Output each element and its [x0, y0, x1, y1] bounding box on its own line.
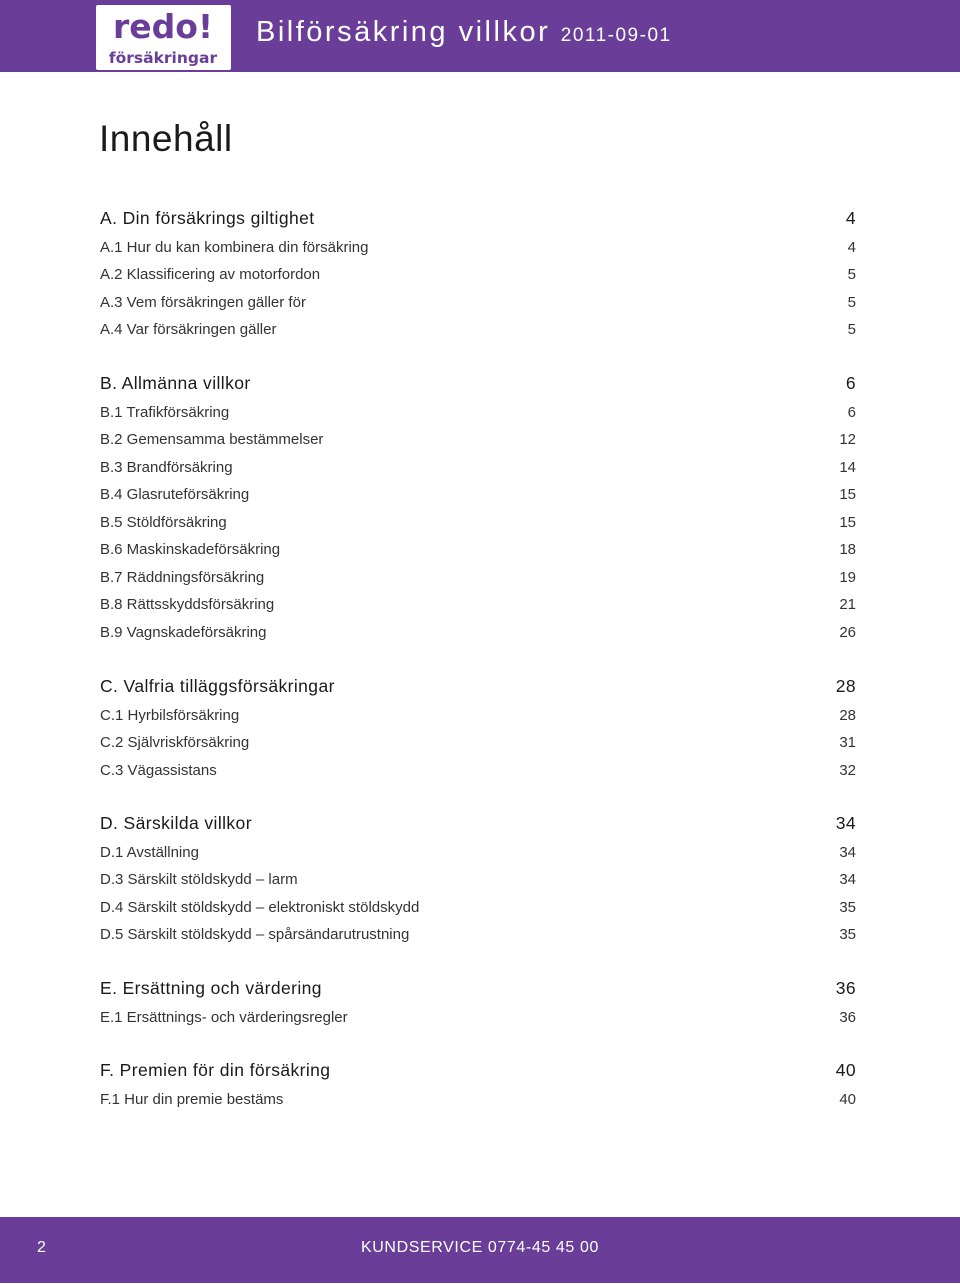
toc-entry[interactable]	[100, 455, 856, 479]
toc-entry[interactable]	[100, 923, 856, 947]
toc-entry-label: E.1 Ersättnings- och värderingsregler	[100, 1008, 348, 1026]
toc-entry-page-number: 19	[839, 568, 856, 586]
toc-entry-label: A.1 Hur du kan kombinera din försäkring	[100, 238, 369, 256]
toc-entry[interactable]	[100, 290, 856, 314]
toc-entry-label: B.1 Trafikförsäkring	[100, 403, 230, 421]
toc-section[interactable]	[100, 1058, 856, 1082]
toc-entry[interactable]	[100, 263, 856, 287]
toc-entry-label: F.1 Hur din premie bestäms	[100, 1090, 284, 1108]
toc-entry-page-number: 31	[839, 734, 856, 751]
toc-section-page-number: 28	[835, 675, 856, 696]
footer-bar	[0, 1217, 960, 1283]
logo-graphic	[96, 5, 231, 70]
toc-section[interactable]	[100, 206, 856, 230]
toc-entry-label: B.4 Glasruteförsäkring	[100, 486, 250, 503]
toc-section-label: B. Allmänna villkor	[100, 372, 251, 393]
toc-entry[interactable]	[100, 565, 856, 589]
toc-entry-page-number: 35	[839, 926, 856, 943]
toc-section-label: A. Din försäkrings giltighet	[100, 207, 315, 228]
logo-text-top: redo!	[113, 7, 213, 46]
toc-section-label: C. Valfria tilläggsförsäkringar	[100, 675, 335, 696]
toc-entry[interactable]	[100, 318, 856, 342]
toc-entry-page-number: 40	[839, 1090, 856, 1108]
toc-entry-label: D.1 Avställning	[100, 843, 199, 861]
document-date: 2011-09-01	[560, 25, 672, 46]
toc-entry-label: B.6 Maskinskadeförsäkring	[100, 541, 281, 558]
toc-entry-page-number: 32	[839, 761, 856, 779]
toc-entry[interactable]	[100, 510, 856, 534]
toc-section-page-number: 36	[835, 977, 856, 998]
toc-section[interactable]	[100, 371, 856, 395]
page-title: Innehåll	[99, 118, 233, 159]
toc-entry[interactable]	[100, 1005, 856, 1029]
toc-entry-page-number: 4	[847, 238, 856, 256]
customer-service-phone: KUNDSERVICE 0774-45 45 00	[361, 1239, 599, 1256]
toc-entry-page-number: 5	[847, 266, 856, 283]
toc-entry-page-number: 5	[847, 321, 856, 338]
toc-section[interactable]	[100, 674, 856, 698]
toc-entry-label: B.7 Räddningsförsäkring	[100, 568, 265, 586]
toc-section-label: D. Särskilda villkor	[100, 812, 252, 833]
toc-entry-label: C.2 Självriskförsäkring	[100, 734, 250, 751]
toc-entry-page-number: 18	[839, 541, 856, 558]
toc-section-page-number: 4	[845, 207, 856, 228]
toc-entry[interactable]	[100, 1087, 856, 1111]
toc-entry[interactable]	[100, 731, 856, 755]
toc-entry-page-number: 5	[847, 293, 856, 311]
toc-section[interactable]	[100, 811, 856, 835]
toc-entry-page-number: 28	[839, 706, 856, 724]
toc-entry-page-number: 34	[839, 871, 856, 888]
toc-entry[interactable]	[100, 895, 856, 919]
toc-entry[interactable]	[100, 593, 856, 617]
toc-entry-page-number: 12	[839, 431, 856, 448]
toc-entry-page-number: 6	[847, 403, 856, 421]
toc-entry-label: D.4 Särskilt stöldskydd – elektroniskt stöldskydd	[100, 898, 420, 916]
toc-entry[interactable]	[100, 703, 856, 727]
header-bar	[0, 0, 960, 72]
toc-entry-page-number: 36	[839, 1008, 856, 1026]
toc-entry[interactable]	[100, 483, 856, 507]
toc-entry-page-number: 14	[839, 458, 856, 476]
toc-entry-label: D.5 Särskilt stöldskydd – spårsändarutrustning	[100, 926, 410, 943]
toc-entry-label: D.3 Särskilt stöldskydd – larm	[100, 871, 298, 888]
toc-entry[interactable]	[100, 400, 856, 424]
toc-entry-label: B.5 Stöldförsäkring	[100, 513, 227, 531]
toc-entry[interactable]	[100, 235, 856, 259]
logo-text-bottom: försäkringar	[108, 49, 218, 67]
toc-entry-label: B.8 Rättsskyddsförsäkring	[100, 596, 275, 613]
toc-section-page-number: 6	[845, 372, 856, 393]
toc-entry[interactable]	[100, 538, 856, 562]
toc-entry-label: B.3 Brandförsäkring	[100, 458, 233, 476]
toc-entry-page-number: 34	[839, 843, 856, 861]
toc-entry[interactable]	[100, 840, 856, 864]
document-title-text: Bilförsäkring villkor	[256, 16, 551, 48]
toc-entry-page-number: 21	[839, 596, 856, 613]
toc-entry[interactable]	[100, 868, 856, 892]
toc-entry-page-number: 15	[839, 486, 856, 503]
toc-entry-label: C.3 Vägassistans	[100, 761, 217, 779]
toc-entry-page-number: 26	[839, 623, 856, 641]
toc-entry-label: B.9 Vagnskadeförsäkring	[100, 623, 267, 641]
toc-section[interactable]	[100, 976, 856, 1000]
toc-entry-label: A.4 Var försäkringen gäller	[100, 321, 277, 338]
toc-entry-label: B.2 Gemensamma bestämmelser	[100, 431, 324, 448]
toc-section-label: F. Premien för din försäkring	[100, 1059, 331, 1080]
toc-entry-label: A.2 Klassificering av motorfordon	[100, 266, 321, 283]
toc-entry[interactable]	[100, 758, 856, 782]
document-title	[256, 16, 672, 49]
toc-entry[interactable]	[100, 620, 856, 644]
toc-entry[interactable]	[100, 428, 856, 452]
redo-logo[interactable]	[96, 5, 231, 70]
toc-entry-label: C.1 Hyrbilsförsäkring	[100, 706, 240, 724]
page-number: 2	[37, 1239, 46, 1256]
toc-section-page-number: 40	[835, 1059, 856, 1080]
toc-section-page-number: 34	[835, 812, 856, 833]
toc-entry-page-number: 35	[839, 898, 856, 916]
toc-entry-page-number: 15	[839, 513, 856, 531]
toc-entry-label: A.3 Vem försäkringen gäller för	[100, 293, 306, 311]
toc-section-label: E. Ersättning och värdering	[100, 977, 322, 998]
